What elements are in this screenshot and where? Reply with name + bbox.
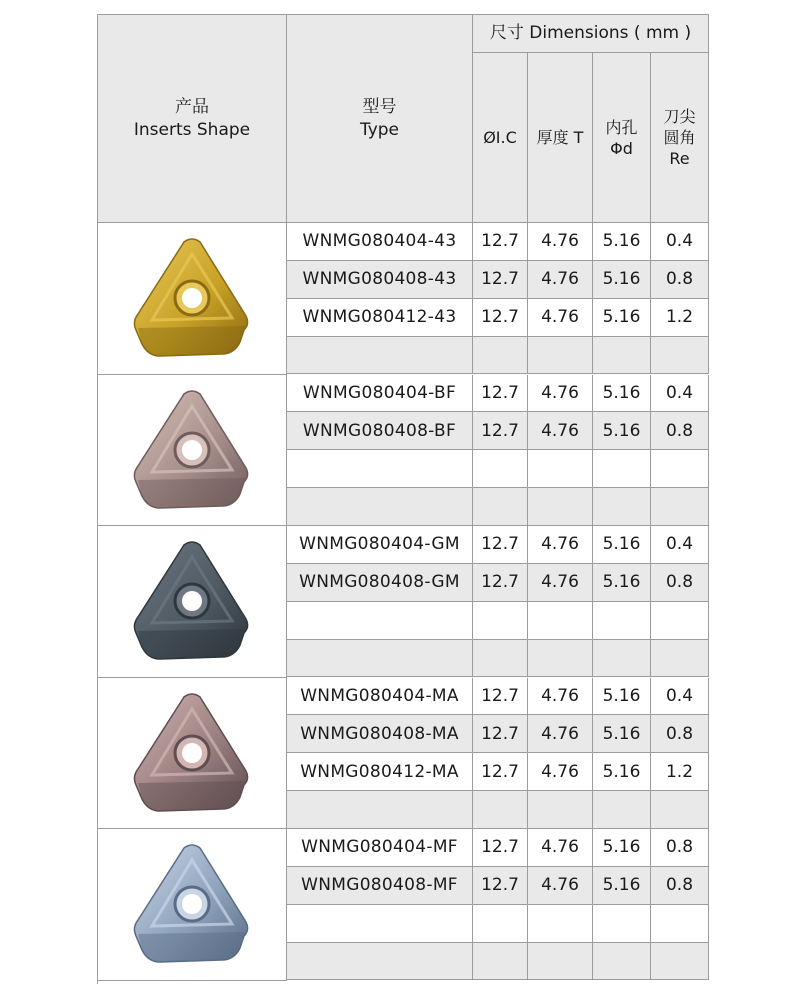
header-thickness [528,53,593,223]
hole-cell: 5.16 [593,526,651,564]
thickness-cell: 4.76 [528,829,593,867]
header-dimensions [473,15,709,53]
ic-cell: 12.7 [473,867,528,905]
corner-radius-cell [651,488,709,526]
thickness-cell: 4.76 [528,375,593,413]
ic-cell: 12.7 [473,753,528,791]
thickness-cell: 4.76 [528,867,593,905]
dark-gray-wnmg-insert-icon [122,535,262,667]
header-shape-cn: 产品 [174,96,209,117]
rose-wnmg-insert-icon [122,687,262,819]
type-cell: WNMG080412-43 [287,299,473,337]
ic-cell [473,488,528,526]
corner-radius-cell: 0.4 [651,223,709,261]
header-thickness-label: 厚度 T [536,128,584,147]
insert-image-cell [98,829,287,981]
hole-cell: 5.16 [593,375,651,413]
header-re-cn1: 刀尖 [663,107,696,126]
corner-radius-cell [651,905,709,943]
ic-cell [473,791,528,829]
hole-cell [593,943,651,981]
corner-radius-cell [651,602,709,640]
hole-cell [593,791,651,829]
header-ic-label: ØI.C [483,128,517,147]
corner-radius-cell [651,640,709,678]
ic-cell: 12.7 [473,678,528,716]
thickness-cell [528,791,593,829]
header-shape-en: Inserts Shape [133,119,251,140]
type-cell: WNMG080404-BF [287,375,473,413]
type-cell: WNMG080404-43 [287,223,473,261]
type-cell [287,450,473,488]
corner-radius-cell: 0.8 [651,261,709,299]
type-cell: WNMG080404-MA [287,678,473,716]
type-cell [287,943,473,981]
ic-cell [473,905,528,943]
ic-cell [473,640,528,678]
hole-cell: 5.16 [593,223,651,261]
thickness-cell: 4.76 [528,564,593,602]
ic-cell [473,337,528,375]
thickness-cell: 4.76 [528,223,593,261]
header-hole-en: Φd [610,138,633,158]
header-shape [98,15,287,223]
corner-radius-cell [651,337,709,375]
type-cell [287,791,473,829]
gold-wnmg-insert-icon [122,232,262,364]
type-cell: WNMG080408-GM [287,564,473,602]
type-cell [287,905,473,943]
type-cell: WNMG080408-43 [287,261,473,299]
header-type [287,15,473,223]
ic-cell: 12.7 [473,299,528,337]
corner-radius-cell: 0.8 [651,829,709,867]
hole-cell [593,450,651,488]
ic-cell: 12.7 [473,261,528,299]
hole-cell: 5.16 [593,715,651,753]
hole-cell: 5.16 [593,564,651,602]
hole-cell: 5.16 [593,829,651,867]
type-cell: WNMG080408-MF [287,867,473,905]
corner-radius-cell: 0.8 [651,715,709,753]
hole-cell: 5.16 [593,678,651,716]
thickness-cell [528,602,593,640]
header-hole-cn: 内孔 [605,117,638,137]
corner-radius-cell: 0.4 [651,526,709,564]
type-cell [287,337,473,375]
silver-blue-wnmg-insert-icon [122,838,262,970]
ic-cell: 12.7 [473,526,528,564]
ic-cell [473,602,528,640]
thickness-cell [528,640,593,678]
type-cell: WNMG080404-GM [287,526,473,564]
header-ic [473,53,528,223]
corner-radius-cell [651,450,709,488]
hole-cell [593,640,651,678]
corner-radius-cell: 0.8 [651,412,709,450]
thickness-cell: 4.76 [528,261,593,299]
thickness-cell [528,488,593,526]
thickness-cell [528,450,593,488]
ic-cell: 12.7 [473,375,528,413]
thickness-cell: 4.76 [528,412,593,450]
corner-radius-cell: 1.2 [651,299,709,337]
header-re-cn2: 圆角 [663,128,696,147]
ic-cell: 12.7 [473,412,528,450]
corner-radius-cell: 1.2 [651,753,709,791]
hole-cell: 5.16 [593,412,651,450]
type-cell [287,602,473,640]
thickness-cell: 4.76 [528,678,593,716]
hole-cell: 5.16 [593,753,651,791]
corner-radius-cell: 0.8 [651,564,709,602]
ic-cell [473,450,528,488]
header-dimensions-label: 尺寸 Dimensions ( mm ) [489,23,692,43]
thickness-cell: 4.76 [528,299,593,337]
ic-cell: 12.7 [473,829,528,867]
corner-radius-cell: 0.4 [651,375,709,413]
hole-cell [593,488,651,526]
corner-radius-cell: 0.8 [651,867,709,905]
header-re-en: Re [669,149,690,168]
thickness-cell [528,337,593,375]
hole-cell [593,602,651,640]
hole-cell: 5.16 [593,261,651,299]
bronze-wnmg-insert-icon [122,384,262,516]
thickness-cell [528,943,593,981]
corner-radius-cell [651,943,709,981]
type-cell: WNMG080408-MA [287,715,473,753]
type-cell: WNMG080408-BF [287,412,473,450]
thickness-cell [528,905,593,943]
hole-cell: 5.16 [593,299,651,337]
insert-image-cell [98,526,287,678]
hole-cell [593,905,651,943]
ic-cell: 12.7 [473,564,528,602]
type-cell [287,640,473,678]
ic-cell: 12.7 [473,715,528,753]
thickness-cell: 4.76 [528,753,593,791]
header-corner-radius [651,53,709,223]
header-type-en: Type [359,119,400,140]
header-type-cn: 型号 [362,96,397,117]
corner-radius-cell [651,791,709,829]
header-hole [593,53,651,223]
type-cell: WNMG080404-MF [287,829,473,867]
type-cell: WNMG080412-MA [287,753,473,791]
thickness-cell: 4.76 [528,526,593,564]
thickness-cell: 4.76 [528,715,593,753]
ic-cell: 12.7 [473,223,528,261]
insert-image-cell [98,375,287,527]
hole-cell [593,337,651,375]
ic-cell [473,943,528,981]
insert-image-cell [98,678,287,830]
inserts-spec-table [97,14,709,984]
insert-image-cell [98,223,287,375]
corner-radius-cell: 0.4 [651,678,709,716]
hole-cell: 5.16 [593,867,651,905]
type-cell [287,488,473,526]
